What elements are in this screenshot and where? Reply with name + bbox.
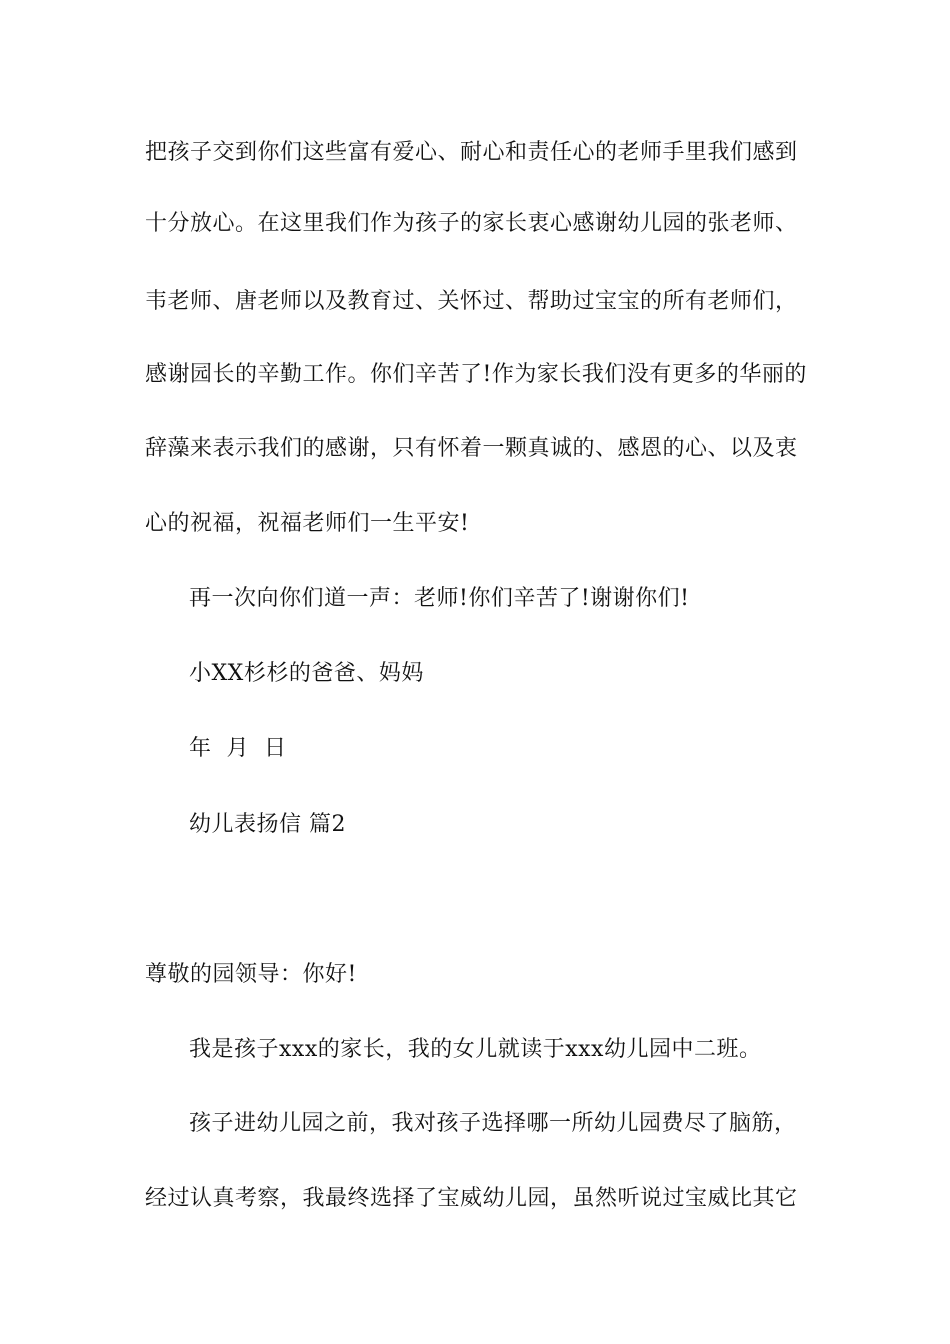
paragraph-line: 辞藻来表示我们的感谢，只有怀着一颗真诚的、感恩的心、以及衷: [145, 436, 798, 461]
date-line: 年 月 日: [189, 736, 287, 761]
section-title: 幼儿表扬信 篇2: [189, 812, 346, 837]
salutation: 尊敬的园领导：你好!: [145, 962, 357, 987]
paragraph-line: 韦老师、唐老师以及教育过、关怀过、帮助过宝宝的所有老师们，: [145, 289, 798, 314]
closing-line: 再一次向你们道一声：老师!你们辛苦了!谢谢你们!: [189, 586, 690, 611]
paragraph-line: 心的祝福，祝福老师们一生平安!: [145, 511, 470, 536]
paragraph-line: 经过认真考察，我最终选择了宝威幼儿园，虽然听说过宝威比其它: [145, 1186, 798, 1211]
paragraph-line: 孩子进幼儿园之前，我对孩子选择哪一所幼儿园费尽了脑筋，: [189, 1111, 797, 1136]
paragraph-line: 感谢园长的辛勤工作。你们辛苦了!作为家长我们没有更多的华丽的: [145, 362, 807, 387]
paragraph-line: 十分放心。在这里我们作为孩子的家长衷心感谢幼儿园的张老师、: [145, 211, 798, 236]
paragraph-line: 我是孩子xxx的家长，我的女儿就读于xxx幼儿园中二班。: [189, 1037, 762, 1062]
paragraph-line: 把孩子交到你们这些富有爱心、耐心和责任心的老师手里我们感到: [145, 140, 798, 165]
signature: 小XX杉杉的爸爸、妈妈: [189, 661, 424, 686]
